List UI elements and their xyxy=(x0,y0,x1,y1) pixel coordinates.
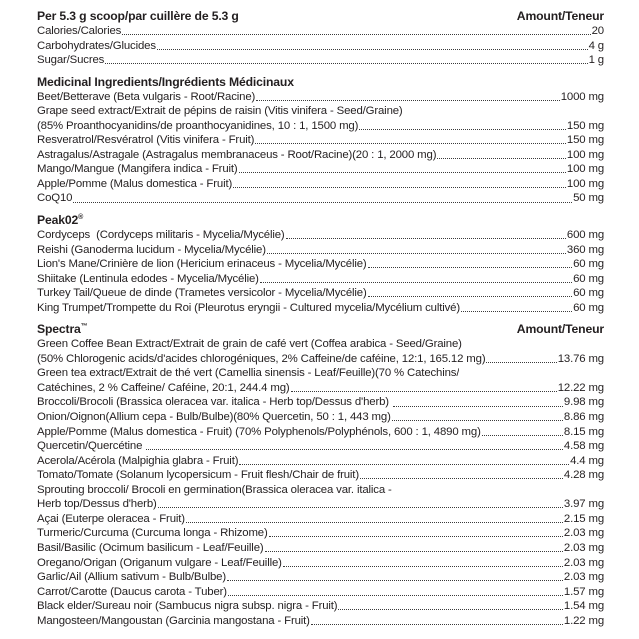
ingredient-name: Garlic/Ail (Allium sativum - Bulb/Bulbe) xyxy=(37,571,226,584)
ingredient-amount: 60 mg xyxy=(573,287,604,300)
ingredient-line xyxy=(37,162,604,177)
ingredient-amount: 100 mg xyxy=(566,177,604,190)
trademark-symbol: ® xyxy=(78,213,84,221)
ingredient-wrap-line xyxy=(37,337,604,352)
ingredient-name: Sugar/Sucres xyxy=(37,54,105,67)
ingredient-name: Acerola/Acérola (Malpighia glabra - Fruit) xyxy=(37,454,239,467)
ingredient-line xyxy=(37,53,604,68)
dot-leader xyxy=(392,420,563,421)
ingredient-name: Mango/Mangue (Mangifera indica - Fruit) xyxy=(37,163,238,176)
amount-column-header: Amount/Teneur xyxy=(516,9,604,23)
ingredient-line xyxy=(37,257,604,272)
dot-leader xyxy=(338,609,562,610)
ingredient-amount: 100 mg xyxy=(566,163,604,176)
ingredient-name: Turkey Tail/Queue de dinde (Trametes versicolor - Mycelia/Mycélie) xyxy=(37,287,367,300)
ingredient-name: Mangosteen/Mangoustan (Garcinia mangostana - Fruit) xyxy=(37,614,310,627)
ingredient-line xyxy=(37,177,604,192)
ingredient-name: Shiitake (Lentinula edodes - Mycelia/Mycélie) xyxy=(37,272,259,285)
ingredient-line xyxy=(37,570,604,585)
ingredient-name: Cordyceps (Cordyceps militaris - Mycelia/Mycélie) xyxy=(37,229,285,242)
ingredient-name: Beet/Betterave (Beta vulgaris - Root/Racine) xyxy=(37,90,256,103)
ingredient-name: Tomato/Tomate (Solanum lycopersicum - Fruit flesh/Chair de fruit) xyxy=(37,469,359,482)
dot-leader xyxy=(360,478,563,479)
ingredient-line xyxy=(37,512,604,527)
ingredient-amount: 4 g xyxy=(588,39,604,52)
dot-leader xyxy=(461,311,572,312)
ingredient-wrap-line xyxy=(37,483,604,498)
ingredient-amount: 2.15 mg xyxy=(563,512,604,525)
dot-leader xyxy=(393,406,563,407)
ingredient-amount: 150 mg xyxy=(566,119,604,132)
ingredient-line xyxy=(37,410,604,425)
ingredient-name: Green tea extract/Extrait de thé vert (Camellia sinensis - Leaf/Feuille)(70 % Catechins/ xyxy=(37,367,460,380)
section-header xyxy=(37,75,604,90)
ingredient-line xyxy=(37,301,604,316)
ingredient-amount: 4.58 mg xyxy=(563,440,604,453)
trademark-symbol: ™ xyxy=(80,323,88,331)
dot-leader xyxy=(157,49,588,50)
dot-leader xyxy=(255,143,566,144)
ingredient-name: Black elder/Sureau noir (Sambucus nigra subsp. nigra - Fruit) xyxy=(37,600,338,613)
section-header xyxy=(37,322,604,337)
ingredient-line xyxy=(37,286,604,301)
ingredient-name: Basil/Basilic (Ocimum basilicum - Leaf/Feuille) xyxy=(37,541,264,554)
label-sections xyxy=(37,9,604,628)
dot-leader xyxy=(158,507,563,508)
dot-leader xyxy=(73,202,572,203)
ingredient-amount: 4.28 mg xyxy=(563,469,604,482)
ingredient-name: Astragalus/Astragale (Astragalus membranaceus - Root/Racine)(20 : 1, 2000 mg) xyxy=(37,148,437,161)
ingredient-amount: 60 mg xyxy=(573,258,604,271)
ingredient-name: Sprouting broccoli/ Brocoli en germination(Brassica oleracea var. italica - xyxy=(37,483,392,496)
ingredient-line xyxy=(37,599,604,614)
ingredient-name: Green Coffee Bean Extract/Extrait de grain de café vert (Coffea arabica - Seed/Graine) xyxy=(37,338,462,351)
ingredient-amount: 8.86 mg xyxy=(563,411,604,424)
section-rows xyxy=(37,337,604,628)
ingredient-line xyxy=(37,381,604,396)
ingredient-line xyxy=(37,90,604,105)
ingredient-line xyxy=(37,585,604,600)
dot-leader xyxy=(283,566,563,567)
ingredient-name: Herb top/Dessus d'herb) xyxy=(37,498,157,511)
ingredient-amount: 60 mg xyxy=(573,301,604,314)
dot-leader xyxy=(186,522,563,523)
dot-leader xyxy=(368,267,573,268)
dot-leader xyxy=(482,435,563,436)
ingredient-line xyxy=(37,526,604,541)
ingredient-line xyxy=(37,352,604,367)
ingredient-name: Lion's Mane/Crinière de lion (Hericium erinaceus - Mycelia/Mycélie) xyxy=(37,258,367,271)
section-rows xyxy=(37,228,604,315)
dot-leader xyxy=(267,253,566,254)
ingredient-amount: 4.4 mg xyxy=(570,454,604,467)
ingredient-amount: 360 mg xyxy=(566,243,604,256)
ingredient-amount: 1 g xyxy=(588,54,604,67)
ingredient-name: Broccoli/Brocoli (Brassica oleracea var. italica - Herb top/Dessus d'herb) xyxy=(37,396,392,409)
ingredient-amount: 600 mg xyxy=(566,229,604,242)
section-header xyxy=(37,213,604,228)
dot-leader xyxy=(291,391,557,392)
ingredient-name: Grape seed extract/Extrait de pépins de raisin (Vitis vinifera - Seed/Graine) xyxy=(37,105,403,118)
ingredient-amount: 50 mg xyxy=(573,192,604,205)
ingredient-name: (50% Chlorogenic acids/d'acides chlorogéniques, 2% Caffeine/de caféine, 12:1, 165.12 mg) xyxy=(37,352,486,365)
dot-leader xyxy=(286,238,566,239)
dot-leader xyxy=(239,172,566,173)
ingredient-line xyxy=(37,395,604,410)
ingredient-name: Quercetin/Quercétine xyxy=(37,440,146,453)
dot-leader xyxy=(256,100,560,101)
dot-leader xyxy=(227,580,563,581)
ingredient-wrap-line xyxy=(37,366,604,381)
label-section xyxy=(37,75,604,206)
ingredient-amount: 100 mg xyxy=(566,148,604,161)
section-rows xyxy=(37,24,604,68)
dot-leader xyxy=(233,187,566,188)
ingredient-name: CoQ10 xyxy=(37,192,73,205)
ingredient-name: Catéchines, 2 % Caffeine/ Caféine, 20:1, 244.4 mg) xyxy=(37,381,290,394)
ingredient-amount: 13.76 mg xyxy=(557,352,604,365)
dot-leader xyxy=(260,282,572,283)
section-rows xyxy=(37,90,604,206)
dot-leader xyxy=(311,624,563,625)
dot-leader xyxy=(122,34,590,35)
ingredient-line xyxy=(37,556,604,571)
ingredient-name: (85% Proanthocyanidins/de proanthocyanidines, 10 : 1, 1500 mg) xyxy=(37,119,359,132)
ingredient-amount: 2.03 mg xyxy=(563,556,604,569)
ingredient-name: Turmeric/Curcuma (Curcuma longa - Rhizome) xyxy=(37,527,268,540)
section-title: Per 5.3 g scoop/par cuillère de 5.3 g xyxy=(37,9,239,23)
ingredient-amount: 12.22 mg xyxy=(557,381,604,394)
dot-leader xyxy=(265,551,563,552)
ingredient-line xyxy=(37,133,604,148)
ingredient-line xyxy=(37,228,604,243)
ingredient-name: Carrot/Carotte (Daucus carota - Tuber) xyxy=(37,585,227,598)
amount-column-header: Amount/Teneur xyxy=(516,322,604,337)
dot-leader xyxy=(269,536,563,537)
ingredient-line xyxy=(37,39,604,54)
ingredient-line xyxy=(37,191,604,206)
ingredient-amount: 3.97 mg xyxy=(563,498,604,511)
ingredient-name: Apple/Pomme (Malus domestica - Fruit) xyxy=(37,177,233,190)
dot-leader xyxy=(105,63,587,64)
ingredient-line xyxy=(37,272,604,287)
ingredient-line xyxy=(37,454,604,469)
ingredient-line xyxy=(37,541,604,556)
ingredient-wrap-line xyxy=(37,104,604,119)
ingredient-line xyxy=(37,24,604,39)
ingredient-amount: 2.03 mg xyxy=(563,571,604,584)
dot-leader xyxy=(239,464,569,465)
section-title: Spectra™ xyxy=(37,322,88,337)
ingredient-name: Apple/Pomme (Malus domestica - Fruit) (70% Polyphenols/Polyphénols, 600 : 1, 4890 mg) xyxy=(37,425,481,438)
section-title: Peak02® xyxy=(37,213,84,228)
label-section xyxy=(37,322,604,628)
ingredient-line xyxy=(37,468,604,483)
ingredient-name: King Trumpet/Trompette du Roi (Pleurotus eryngii - Cultured mycelia/Mycélium cultivé) xyxy=(37,301,460,314)
ingredient-line xyxy=(37,148,604,163)
ingredient-amount: 60 mg xyxy=(573,272,604,285)
ingredient-amount: 150 mg xyxy=(566,134,604,147)
dot-leader xyxy=(368,296,572,297)
ingredient-line xyxy=(37,425,604,440)
section-title: Medicinal Ingredients/Ingrédients Médicinaux xyxy=(37,74,294,89)
dot-leader xyxy=(228,595,563,596)
ingredient-amount: 2.03 mg xyxy=(563,527,604,540)
ingredient-amount: 1.57 mg xyxy=(563,585,604,598)
ingredient-amount: 2.03 mg xyxy=(563,541,604,554)
ingredient-amount: 1.22 mg xyxy=(563,614,604,627)
ingredient-amount: 1000 mg xyxy=(560,90,604,103)
ingredient-line xyxy=(37,243,604,258)
dot-leader xyxy=(359,129,566,130)
ingredient-name: Oregano/Origan (Origanum vulgare - Leaf/Feuille) xyxy=(37,556,282,569)
ingredient-name: Carbohydrates/Glucides xyxy=(37,39,156,52)
dot-leader xyxy=(146,449,563,450)
dot-leader xyxy=(437,158,566,159)
ingredient-name: Calories/Calories xyxy=(37,25,122,37)
ingredient-amount: 20 xyxy=(591,25,604,37)
section-header xyxy=(37,9,604,24)
dot-leader xyxy=(486,362,556,363)
ingredient-line xyxy=(37,119,604,134)
ingredient-name: Reishi (Ganoderma lucidum - Mycelia/Mycélie) xyxy=(37,243,266,256)
ingredient-amount: 8.15 mg xyxy=(563,425,604,438)
ingredient-amount: 9.98 mg xyxy=(563,396,604,409)
label-section xyxy=(37,9,604,68)
label-section xyxy=(37,213,604,315)
ingredient-line xyxy=(37,497,604,512)
ingredient-line xyxy=(37,439,604,454)
ingredient-name: Resveratrol/Resvératrol (Vitis vinifera - Fruit) xyxy=(37,134,255,147)
ingredient-name: Açai (Euterpe oleracea - Fruit) xyxy=(37,512,185,525)
ingredient-amount: 1.54 mg xyxy=(563,600,604,613)
ingredient-line xyxy=(37,614,604,629)
ingredient-name: Onion/Oignon(Allium cepa - Bulb/Bulbe)(80% Quercetin, 50 : 1, 443 mg) xyxy=(37,411,391,424)
